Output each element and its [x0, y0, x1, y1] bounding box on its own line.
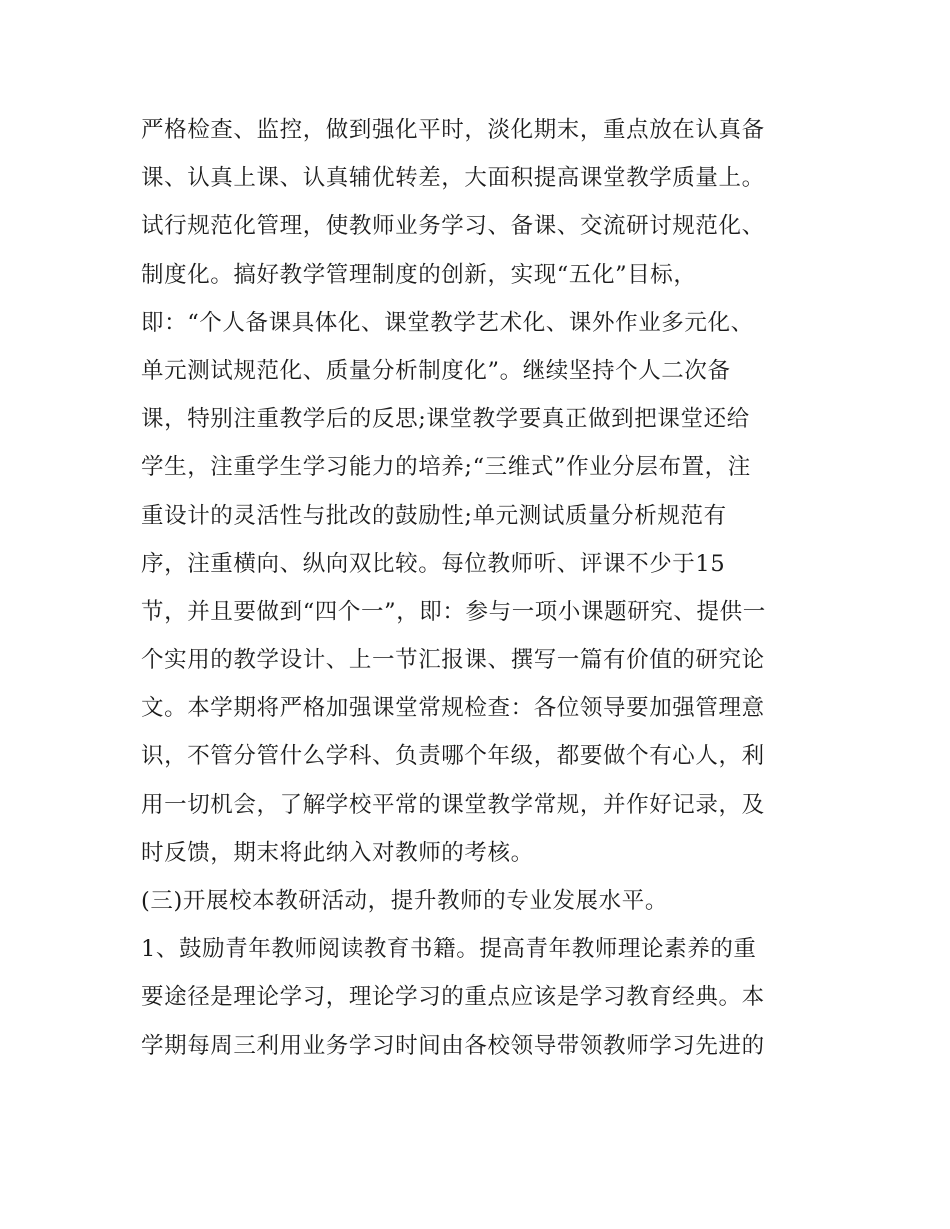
text-line: 用一切机会，了解学校平常的课堂教学常规，并作好记录，及 — [141, 791, 765, 818]
text-line: 识，不管分管什么学科、负责哪个年级，都要做个有心人，利 — [141, 743, 765, 770]
text-line: 即：“个人备课具体化、课堂教学艺术化、课外作业多元化、 — [141, 309, 754, 336]
text-line: 时反馈，期末将此纳入对教师的考核。 — [141, 839, 534, 866]
text-line: 序，注重横向、纵向双比较。每位教师听、评课不少于15 — [141, 550, 726, 577]
text-line: 制度化。搞好教学管理制度的创新，实现“五化”目标， — [141, 261, 697, 288]
body-text — [141, 106, 821, 1070]
text-line: 要途径是理论学习，理论学习的重点应该是学习教育经典。本 — [141, 984, 765, 1011]
text-line: 课，特别注重教学后的反思;课堂教学要真正做到把课堂还给 — [141, 406, 750, 433]
text-line: 节，并且要做到“四个一”，即：参与一项小课题研究、提供一 — [141, 598, 766, 625]
text-line: 试行规范化管理，使教师业务学习、备课、交流研讨规范化、 — [141, 213, 765, 240]
section-heading: (三)开展校本教研活动，提升教师的专业发展水平。 — [141, 888, 668, 914]
text-line: 学生，注重学生学习能力的培养;“三维式”作业分层布置，注 — [141, 454, 751, 481]
text-line: 个实用的教学设计、上一节汇报课、撰写一篇有价值的研究论 — [141, 647, 765, 674]
text-line: 课、认真上课、认真辅优转差，大面积提高课堂教学质量上。 — [141, 165, 765, 192]
text-line: 重设计的灵活性与批改的鼓励性;单元测试质量分析规范有 — [141, 502, 727, 529]
text-line: 单元测试规范化、质量分析制度化”。继续坚持个人二次备 — [141, 357, 731, 384]
text-line: 1、鼓励青年教师阅读教育书籍。提高青年教师理论素养的重 — [141, 936, 757, 963]
text-line: 学期每周三利用业务学习时间由各校领导带领教师学习先进的 — [141, 1032, 765, 1059]
text-line: 文。本学期将严格加强课堂常规检查：各位领导要加强管理意 — [141, 695, 765, 722]
text-line: 严格检查、监控，做到强化平时，淡化期末，重点放在认真备 — [141, 117, 765, 143]
